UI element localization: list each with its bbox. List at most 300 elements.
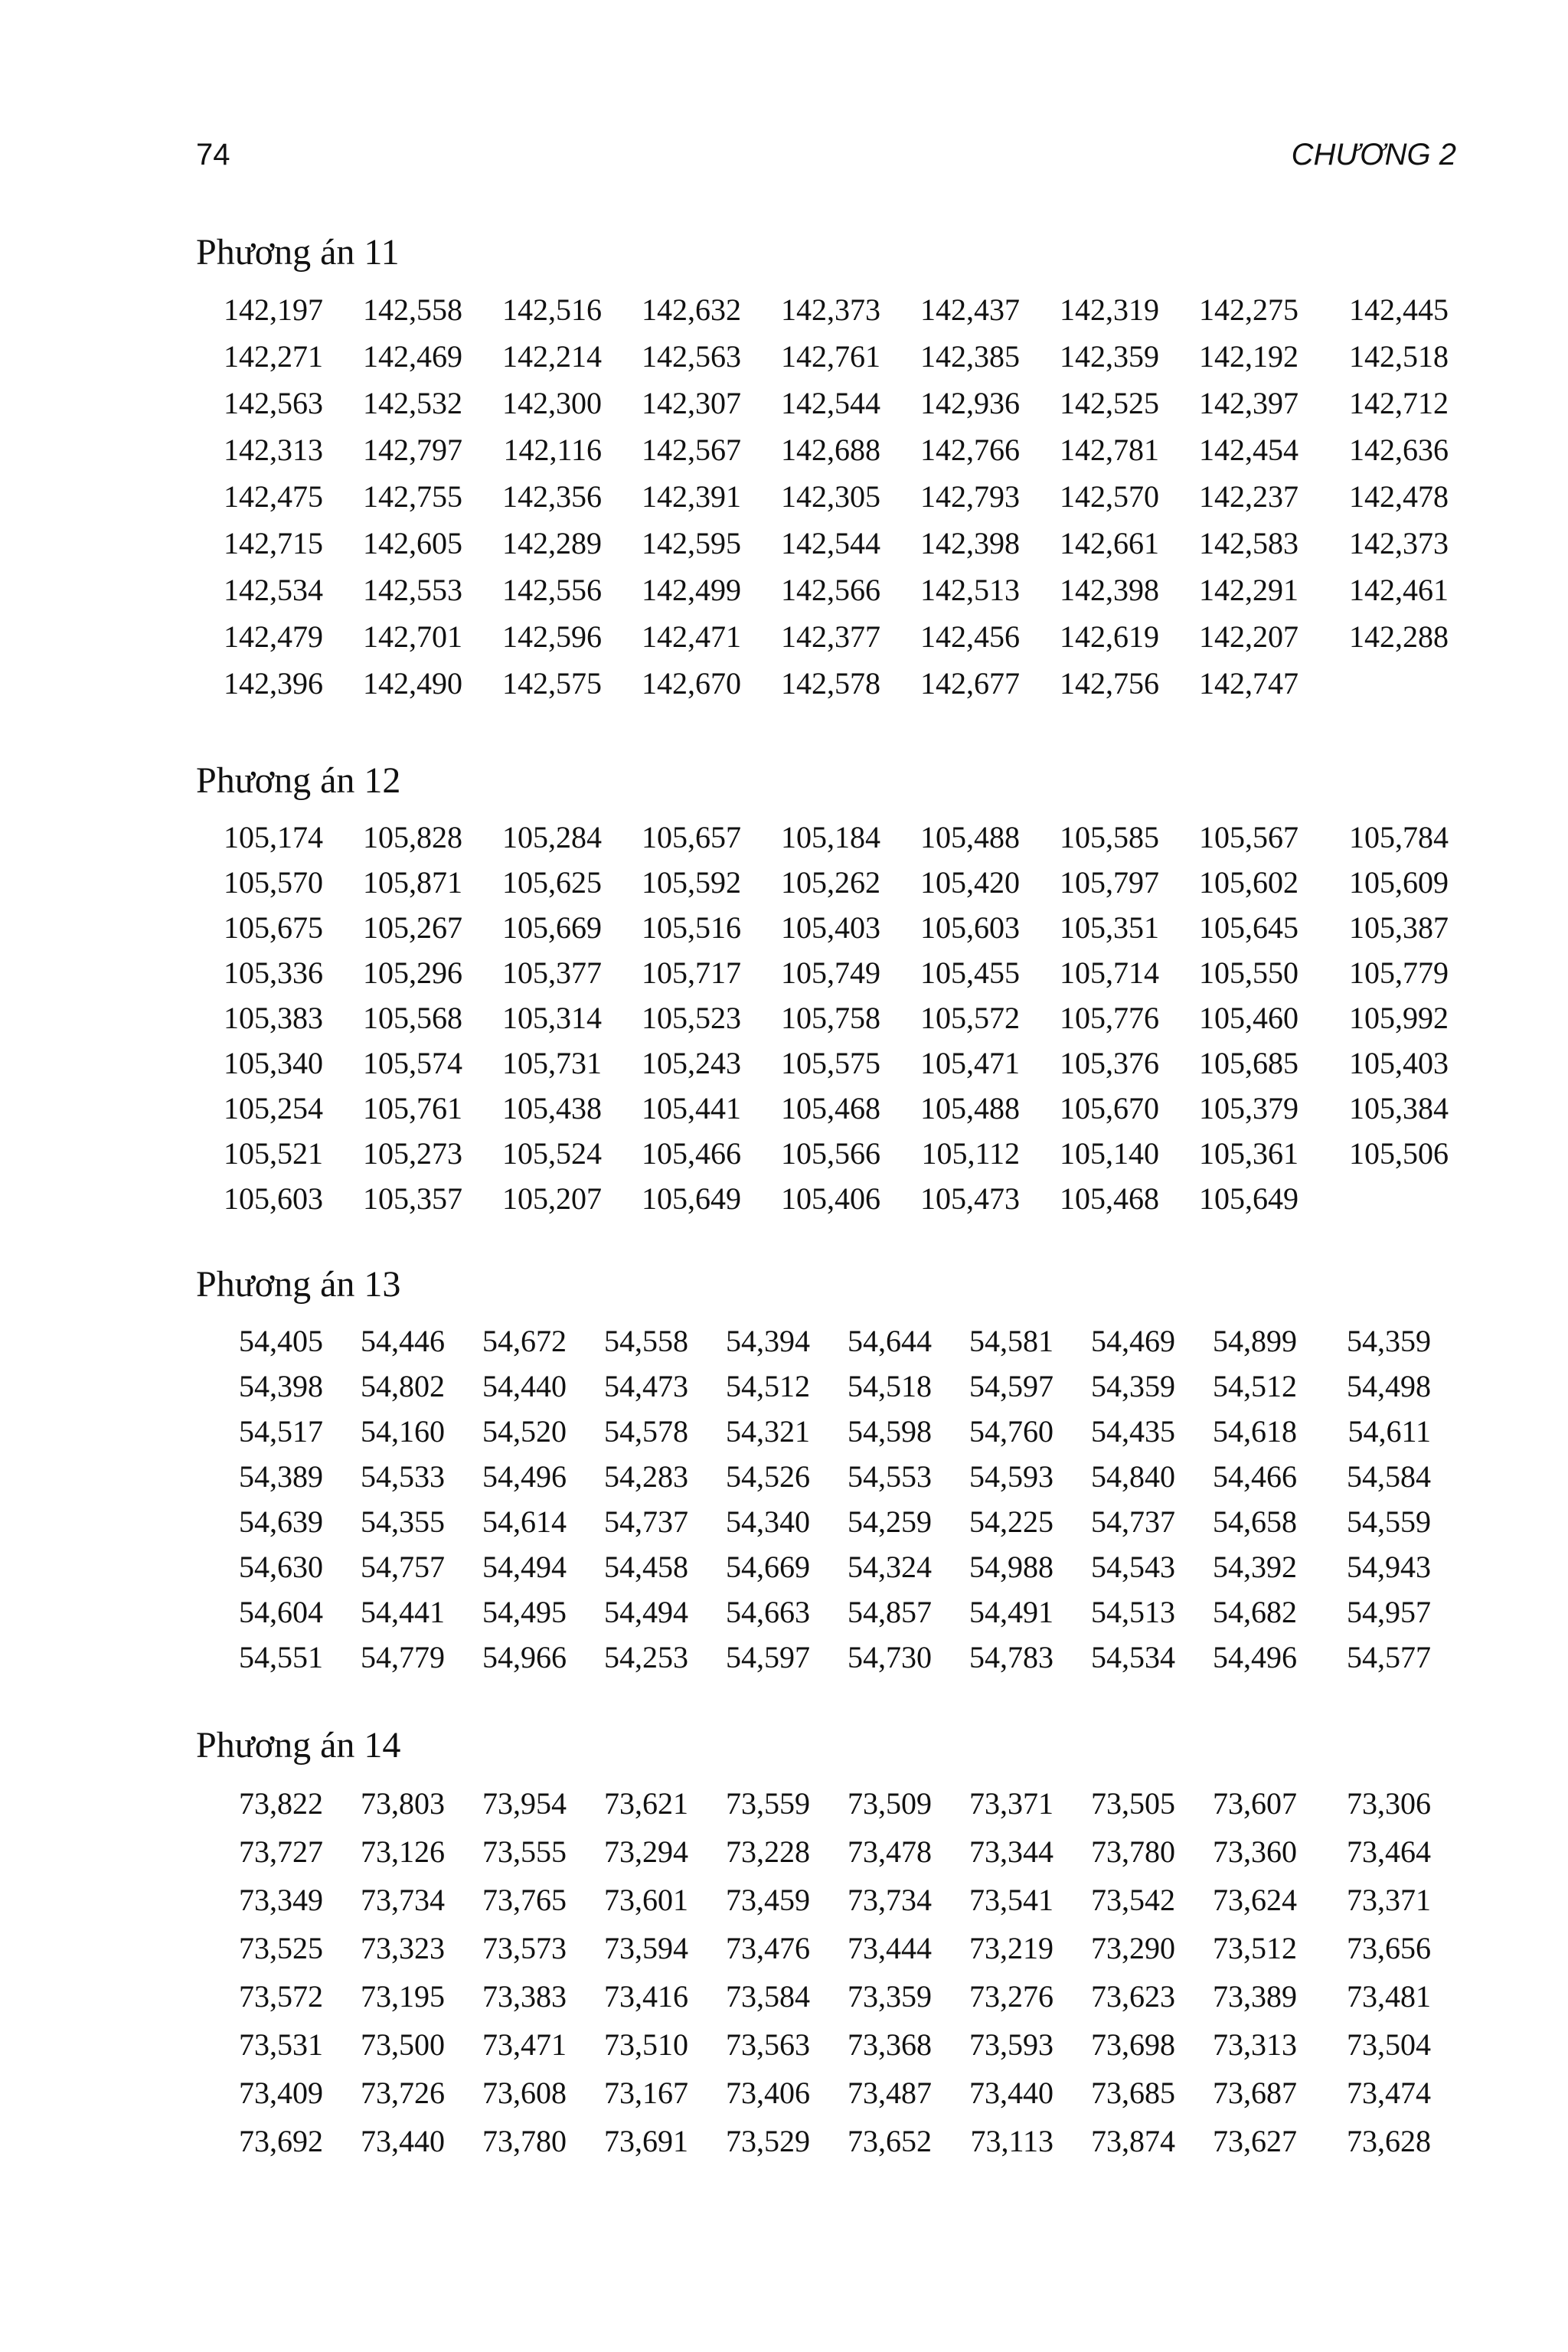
table-cell: 73,621 — [604, 1786, 688, 1821]
table-cell: 73,219 — [969, 1931, 1054, 1965]
table-cell: 105,506 — [1349, 1136, 1449, 1171]
table-cell: 142,661 — [1060, 526, 1159, 560]
table-cell: 54,435 — [1091, 1414, 1175, 1449]
table-cell: 73,874 — [1091, 2124, 1175, 2158]
table-cell: 54,533 — [361, 1459, 445, 1494]
table-row — [196, 1086, 1482, 1131]
section-phuong-an-12 — [196, 758, 1482, 1221]
table-cell: 54,473 — [604, 1369, 688, 1403]
table-cell: 142,558 — [363, 292, 462, 327]
table-cell: 73,529 — [726, 2124, 810, 2158]
table-cell: 142,271 — [224, 339, 323, 374]
table-cell: 73,593 — [969, 2027, 1054, 2062]
table-cell: 73,389 — [1213, 1979, 1297, 2014]
table-cell: 142,596 — [502, 619, 602, 654]
table-cell: 105,625 — [502, 865, 602, 900]
table-cell: 105,758 — [781, 1001, 880, 1035]
table-cell: 105,524 — [502, 1136, 602, 1171]
table-cell: 54,498 — [1347, 1369, 1431, 1403]
table-cell: 54,672 — [482, 1324, 567, 1358]
table-cell: 73,476 — [726, 1931, 810, 1965]
page-number: 74 — [196, 138, 230, 172]
table-cell: 54,389 — [239, 1459, 323, 1494]
table-cell: 142,192 — [1199, 339, 1298, 374]
table-cell: 73,359 — [848, 1979, 932, 2014]
table-cell: 105,761 — [363, 1091, 462, 1125]
data-table — [196, 1318, 1482, 1680]
table-cell: 142,490 — [363, 666, 462, 701]
table-cell: 142,214 — [502, 339, 602, 374]
table-cell: 105,603 — [224, 1181, 323, 1216]
table-cell: 73,584 — [726, 1979, 810, 2014]
table-cell: 105,645 — [1199, 910, 1298, 945]
table-cell: 105,609 — [1349, 865, 1449, 900]
table-cell: 142,583 — [1199, 526, 1298, 560]
table-cell: 54,966 — [482, 1640, 567, 1674]
table-cell: 54,779 — [361, 1640, 445, 1674]
table-cell: 105,284 — [502, 820, 602, 854]
table-cell: 54,577 — [1347, 1640, 1431, 1674]
table-cell: 73,954 — [482, 1786, 567, 1821]
table-row — [196, 1364, 1482, 1409]
table-cell: 73,512 — [1213, 1931, 1297, 1965]
table-cell: 73,563 — [726, 2027, 810, 2062]
table-cell: 54,760 — [969, 1414, 1054, 1449]
table-cell: 105,603 — [920, 910, 1020, 945]
table-cell: 54,783 — [969, 1640, 1054, 1674]
table-cell: 73,687 — [1213, 2076, 1297, 2110]
table-cell: 54,520 — [482, 1414, 567, 1449]
table-cell: 73,406 — [726, 2076, 810, 2110]
table-row — [196, 1589, 1482, 1635]
table-cell: 105,112 — [921, 1136, 1020, 1171]
table-cell: 105,602 — [1199, 865, 1298, 900]
table-cell: 142,313 — [224, 433, 323, 467]
table-cell: 73,624 — [1213, 1883, 1297, 1917]
table-cell: 73,459 — [726, 1883, 810, 1917]
table-cell: 73,368 — [848, 2027, 932, 2062]
table-cell: 142,781 — [1060, 433, 1159, 467]
table-cell: 142,516 — [502, 292, 602, 327]
table-cell: 54,394 — [726, 1324, 810, 1358]
table-cell: 54,644 — [848, 1324, 932, 1358]
section-title: Phương án 14 — [196, 1725, 401, 1766]
table-row — [196, 520, 1482, 567]
table-cell: 54,604 — [239, 1595, 323, 1629]
table-cell: 105,140 — [1060, 1136, 1159, 1171]
table-cell: 105,657 — [642, 820, 741, 854]
table-cell: 142,525 — [1060, 386, 1159, 420]
table-cell: 54,682 — [1213, 1595, 1297, 1629]
table-cell: 54,553 — [848, 1459, 932, 1494]
table-cell: 142,373 — [781, 292, 880, 327]
table-cell: 73,294 — [604, 1834, 688, 1869]
table-row — [196, 1318, 1482, 1364]
section-title: Phương án 11 — [196, 232, 400, 273]
table-cell: 73,126 — [361, 1834, 445, 1869]
table-cell: 105,585 — [1060, 820, 1159, 854]
table-cell: 54,324 — [848, 1550, 932, 1584]
table-cell: 73,726 — [361, 2076, 445, 2110]
table-cell: 54,458 — [604, 1550, 688, 1584]
table-cell: 54,466 — [1213, 1459, 1297, 1494]
table-cell: 54,225 — [969, 1504, 1054, 1539]
table-cell: 73,306 — [1347, 1786, 1431, 1821]
table-cell: 142,636 — [1349, 433, 1449, 467]
table-cell: 142,456 — [920, 619, 1020, 654]
table-cell: 54,957 — [1347, 1595, 1431, 1629]
table-cell: 54,581 — [969, 1324, 1054, 1358]
table-cell: 73,555 — [482, 1834, 567, 1869]
table-cell: 73,416 — [604, 1979, 688, 2014]
table-cell: 105,669 — [502, 910, 602, 945]
table-cell: 73,572 — [239, 1979, 323, 2014]
table-cell: 73,440 — [969, 2076, 1054, 2110]
table-cell: 73,601 — [604, 1883, 688, 1917]
table-row — [196, 1924, 1482, 1972]
table-cell: 105,243 — [642, 1046, 741, 1080]
table-cell: 73,360 — [1213, 1834, 1297, 1869]
table-cell: 73,510 — [604, 2027, 688, 2062]
table-cell: 54,658 — [1213, 1504, 1297, 1539]
table-cell: 142,398 — [1060, 573, 1159, 607]
table-cell: 105,992 — [1349, 1001, 1449, 1035]
table-cell: 73,525 — [239, 1931, 323, 1965]
table-cell: 105,403 — [1349, 1046, 1449, 1080]
table-cell: 54,392 — [1213, 1550, 1297, 1584]
table-cell: 54,757 — [361, 1550, 445, 1584]
table-cell: 54,512 — [1213, 1369, 1297, 1403]
table-row — [196, 1635, 1482, 1680]
table-cell: 142,578 — [781, 666, 880, 701]
table-cell: 54,494 — [604, 1595, 688, 1629]
table-cell: 105,336 — [224, 956, 323, 990]
table-row — [196, 1544, 1482, 1589]
table-cell: 142,116 — [503, 433, 602, 467]
table-cell: 142,445 — [1349, 292, 1449, 327]
table-cell: 105,441 — [642, 1091, 741, 1125]
table-row — [196, 380, 1482, 426]
table-row — [196, 1131, 1482, 1176]
table-cell: 142,570 — [1060, 479, 1159, 514]
table-cell: 54,663 — [726, 1595, 810, 1629]
table-cell: 142,461 — [1349, 573, 1449, 607]
table-cell: 142,289 — [502, 526, 602, 560]
table-cell: 54,578 — [604, 1414, 688, 1449]
table-cell: 142,677 — [920, 666, 1020, 701]
table-cell: 73,656 — [1347, 1931, 1431, 1965]
table-cell: 73,383 — [482, 1979, 567, 2014]
table-cell: 54,259 — [848, 1504, 932, 1539]
table-cell: 54,359 — [1091, 1369, 1175, 1403]
table-cell: 142,556 — [502, 573, 602, 607]
table-cell: 142,396 — [224, 666, 323, 701]
table-cell: 73,541 — [969, 1883, 1054, 1917]
table-cell: 73,691 — [604, 2124, 688, 2158]
page-header — [196, 138, 1456, 184]
table-cell: 142,534 — [224, 573, 323, 607]
section-phuong-an-13 — [196, 1262, 1482, 1680]
table-cell: 54,840 — [1091, 1459, 1175, 1494]
table-cell: 142,793 — [920, 479, 1020, 514]
table-cell: 73,734 — [848, 1883, 932, 1917]
table-cell: 105,488 — [920, 1091, 1020, 1125]
table-cell: 105,649 — [1199, 1181, 1298, 1216]
table-cell: 73,505 — [1091, 1786, 1175, 1821]
table-row — [196, 2020, 1482, 2069]
table-cell: 54,899 — [1213, 1324, 1297, 1358]
table-cell: 105,361 — [1199, 1136, 1298, 1171]
table-cell: 54,737 — [1091, 1504, 1175, 1539]
table-cell: 105,262 — [781, 865, 880, 900]
table-row — [196, 1040, 1482, 1086]
table-cell: 73,228 — [726, 1834, 810, 1869]
table-cell: 142,936 — [920, 386, 1020, 420]
table-row — [196, 1176, 1482, 1221]
table-row — [196, 426, 1482, 473]
table-cell: 73,822 — [239, 1786, 323, 1821]
section-phuong-an-14 — [196, 1723, 1482, 2165]
table-cell: 54,405 — [239, 1324, 323, 1358]
table-cell: 73,276 — [969, 1979, 1054, 2014]
table-cell: 105,473 — [920, 1181, 1020, 1216]
table-cell: 142,715 — [224, 526, 323, 560]
table-cell: 105,384 — [1349, 1091, 1449, 1125]
table-cell: 142,563 — [224, 386, 323, 420]
table-cell: 105,406 — [781, 1181, 880, 1216]
table-cell: 54,526 — [726, 1459, 810, 1494]
table-cell: 105,314 — [502, 1001, 602, 1035]
table-cell: 54,469 — [1091, 1324, 1175, 1358]
table-cell: 105,351 — [1060, 910, 1159, 945]
table-cell: 54,802 — [361, 1369, 445, 1403]
table-cell: 142,532 — [363, 386, 462, 420]
table-cell: 73,113 — [970, 2124, 1054, 2158]
table-cell: 54,513 — [1091, 1595, 1175, 1629]
table-cell: 73,478 — [848, 1834, 932, 1869]
table-cell: 105,717 — [642, 956, 741, 990]
table-row — [196, 2069, 1482, 2117]
table-cell: 73,349 — [239, 1883, 323, 1917]
table-cell — [1298, 660, 1449, 707]
table-cell: 73,734 — [361, 1883, 445, 1917]
table-row — [196, 860, 1482, 905]
table-cell: 142,275 — [1199, 292, 1298, 327]
table-cell: 54,495 — [482, 1595, 567, 1629]
table-row — [196, 815, 1482, 860]
table-cell: 54,534 — [1091, 1640, 1175, 1674]
table-cell: 73,344 — [969, 1834, 1054, 1869]
table-row — [196, 613, 1482, 660]
table-cell: 54,593 — [969, 1459, 1054, 1494]
table-cell: 73,542 — [1091, 1883, 1175, 1917]
table-cell: 105,749 — [781, 956, 880, 990]
table-cell: 142,544 — [781, 526, 880, 560]
table-cell: 73,698 — [1091, 2027, 1175, 2062]
table-row — [196, 1972, 1482, 2020]
table-cell: 54,494 — [482, 1550, 567, 1584]
table-cell: 105,184 — [781, 820, 880, 854]
table-row — [196, 1779, 1482, 1828]
table-row — [196, 1876, 1482, 1924]
table-cell: 142,701 — [363, 619, 462, 654]
table-cell: 73,594 — [604, 1931, 688, 1965]
table-cell: 142,544 — [781, 386, 880, 420]
table-cell: 54,614 — [482, 1504, 567, 1539]
table-cell: 142,670 — [642, 666, 741, 701]
table-cell: 142,595 — [642, 526, 741, 560]
table-cell: 105,797 — [1060, 865, 1159, 900]
table-cell: 142,761 — [781, 339, 880, 374]
table-cell: 142,391 — [642, 479, 741, 514]
table-cell: 73,628 — [1347, 2124, 1431, 2158]
table-cell: 54,558 — [604, 1324, 688, 1358]
table-cell: 105,488 — [920, 820, 1020, 854]
table-cell: 142,688 — [781, 433, 880, 467]
table-cell: 54,340 — [726, 1504, 810, 1539]
table-cell: 105,438 — [502, 1091, 602, 1125]
table-cell: 54,398 — [239, 1369, 323, 1403]
table-cell: 142,398 — [920, 526, 1020, 560]
table-cell: 73,323 — [361, 1931, 445, 1965]
table-cell: 142,437 — [920, 292, 1020, 327]
table-cell: 142,563 — [642, 339, 741, 374]
table-cell: 105,273 — [363, 1136, 462, 1171]
table-cell: 105,521 — [224, 1136, 323, 1171]
table-cell: 54,597 — [726, 1640, 810, 1674]
table-cell: 142,632 — [642, 292, 741, 327]
table-cell: 105,296 — [363, 956, 462, 990]
table-cell: 73,313 — [1213, 2027, 1297, 2062]
table-cell: 142,385 — [920, 339, 1020, 374]
table-cell: 105,572 — [920, 1001, 1020, 1035]
table-cell: 142,567 — [642, 433, 741, 467]
table-cell: 54,359 — [1347, 1324, 1431, 1358]
table-cell: 142,359 — [1060, 339, 1159, 374]
table-cell: 105,471 — [920, 1046, 1020, 1080]
section-title: Phương án 12 — [196, 760, 401, 801]
table-cell: 105,516 — [642, 910, 741, 945]
table-cell: 73,504 — [1347, 2027, 1431, 2062]
table-cell: 54,512 — [726, 1369, 810, 1403]
table-cell: 73,464 — [1347, 1834, 1431, 1869]
table-cell: 142,356 — [502, 479, 602, 514]
table-cell: 54,551 — [239, 1640, 323, 1674]
table-cell: 105,568 — [363, 1001, 462, 1035]
table-cell: 142,478 — [1349, 479, 1449, 514]
table-cell: 73,487 — [848, 2076, 932, 2110]
table-cell: 54,559 — [1347, 1504, 1431, 1539]
table-cell: 142,475 — [224, 479, 323, 514]
data-table — [196, 815, 1482, 1221]
table-cell: 105,267 — [363, 910, 462, 945]
table-cell: 105,828 — [363, 820, 462, 854]
table-cell: 73,444 — [848, 1931, 932, 1965]
table-cell: 105,379 — [1199, 1091, 1298, 1125]
table-cell: 73,623 — [1091, 1979, 1175, 2014]
table-cell: 142,797 — [363, 433, 462, 467]
table-cell: 105,207 — [502, 1181, 602, 1216]
table-cell: 105,784 — [1349, 820, 1449, 854]
table-cell: 54,943 — [1347, 1550, 1431, 1584]
table-cell: 73,652 — [848, 2124, 932, 2158]
table-cell: 105,670 — [1060, 1091, 1159, 1125]
table-cell: 54,597 — [969, 1369, 1054, 1403]
table-cell: 142,397 — [1199, 386, 1298, 420]
table-cell: 105,377 — [502, 956, 602, 990]
table-cell: 105,468 — [1060, 1181, 1159, 1216]
table-cell: 105,468 — [781, 1091, 880, 1125]
table-cell: 142,319 — [1060, 292, 1159, 327]
table-cell: 73,481 — [1347, 1979, 1431, 2014]
table-cell: 105,387 — [1349, 910, 1449, 945]
section-title: Phương án 13 — [196, 1264, 401, 1305]
table-cell — [1298, 1176, 1449, 1221]
table-cell: 73,559 — [726, 1786, 810, 1821]
table-cell: 105,714 — [1060, 956, 1159, 990]
table-cell: 105,403 — [781, 910, 880, 945]
table-cell: 73,608 — [482, 2076, 567, 2110]
table-cell: 142,307 — [642, 386, 741, 420]
table-cell: 142,300 — [502, 386, 602, 420]
table-cell: 73,471 — [482, 2027, 567, 2062]
table-cell: 105,731 — [502, 1046, 602, 1080]
table-cell: 54,441 — [361, 1595, 445, 1629]
table-cell: 54,737 — [604, 1504, 688, 1539]
table-cell: 105,592 — [642, 865, 741, 900]
table-cell: 105,649 — [642, 1181, 741, 1216]
table-row — [196, 1828, 1482, 1876]
table-cell: 54,584 — [1347, 1459, 1431, 1494]
table-cell: 105,254 — [224, 1091, 323, 1125]
table-cell: 73,167 — [604, 2076, 688, 2110]
data-table — [196, 286, 1482, 707]
table-cell: 105,357 — [363, 1181, 462, 1216]
table-cell: 73,692 — [239, 2124, 323, 2158]
table-cell: 142,469 — [363, 339, 462, 374]
table-cell: 142,373 — [1349, 526, 1449, 560]
table-cell: 54,517 — [239, 1414, 323, 1449]
table-cell: 142,237 — [1199, 479, 1298, 514]
table-cell: 54,639 — [239, 1504, 323, 1539]
table-cell: 54,496 — [482, 1459, 567, 1494]
table-cell: 73,607 — [1213, 1786, 1297, 1821]
table-cell: 142,553 — [363, 573, 462, 607]
table-row — [196, 660, 1482, 707]
table-cell: 54,496 — [1213, 1640, 1297, 1674]
table-cell: 73,509 — [848, 1786, 932, 1821]
table-cell: 105,460 — [1199, 1001, 1298, 1035]
table-cell: 54,355 — [361, 1504, 445, 1539]
table-cell: 142,499 — [642, 573, 741, 607]
table-cell: 73,195 — [361, 1979, 445, 2014]
table-cell: 142,479 — [224, 619, 323, 654]
table-cell: 142,566 — [781, 573, 880, 607]
table-cell: 73,290 — [1091, 1931, 1175, 1965]
table-cell: 142,755 — [363, 479, 462, 514]
table-cell: 105,685 — [1199, 1046, 1298, 1080]
table-cell: 142,207 — [1199, 619, 1298, 654]
table-cell: 142,454 — [1199, 433, 1298, 467]
table-cell: 54,446 — [361, 1324, 445, 1358]
table-cell: 105,383 — [224, 1001, 323, 1035]
table-cell: 142,575 — [502, 666, 602, 701]
table-cell: 73,727 — [239, 1834, 323, 1869]
table-cell: 54,543 — [1091, 1550, 1175, 1584]
table-cell: 105,174 — [224, 820, 323, 854]
table-cell: 105,466 — [642, 1136, 741, 1171]
table-cell: 54,160 — [361, 1414, 445, 1449]
